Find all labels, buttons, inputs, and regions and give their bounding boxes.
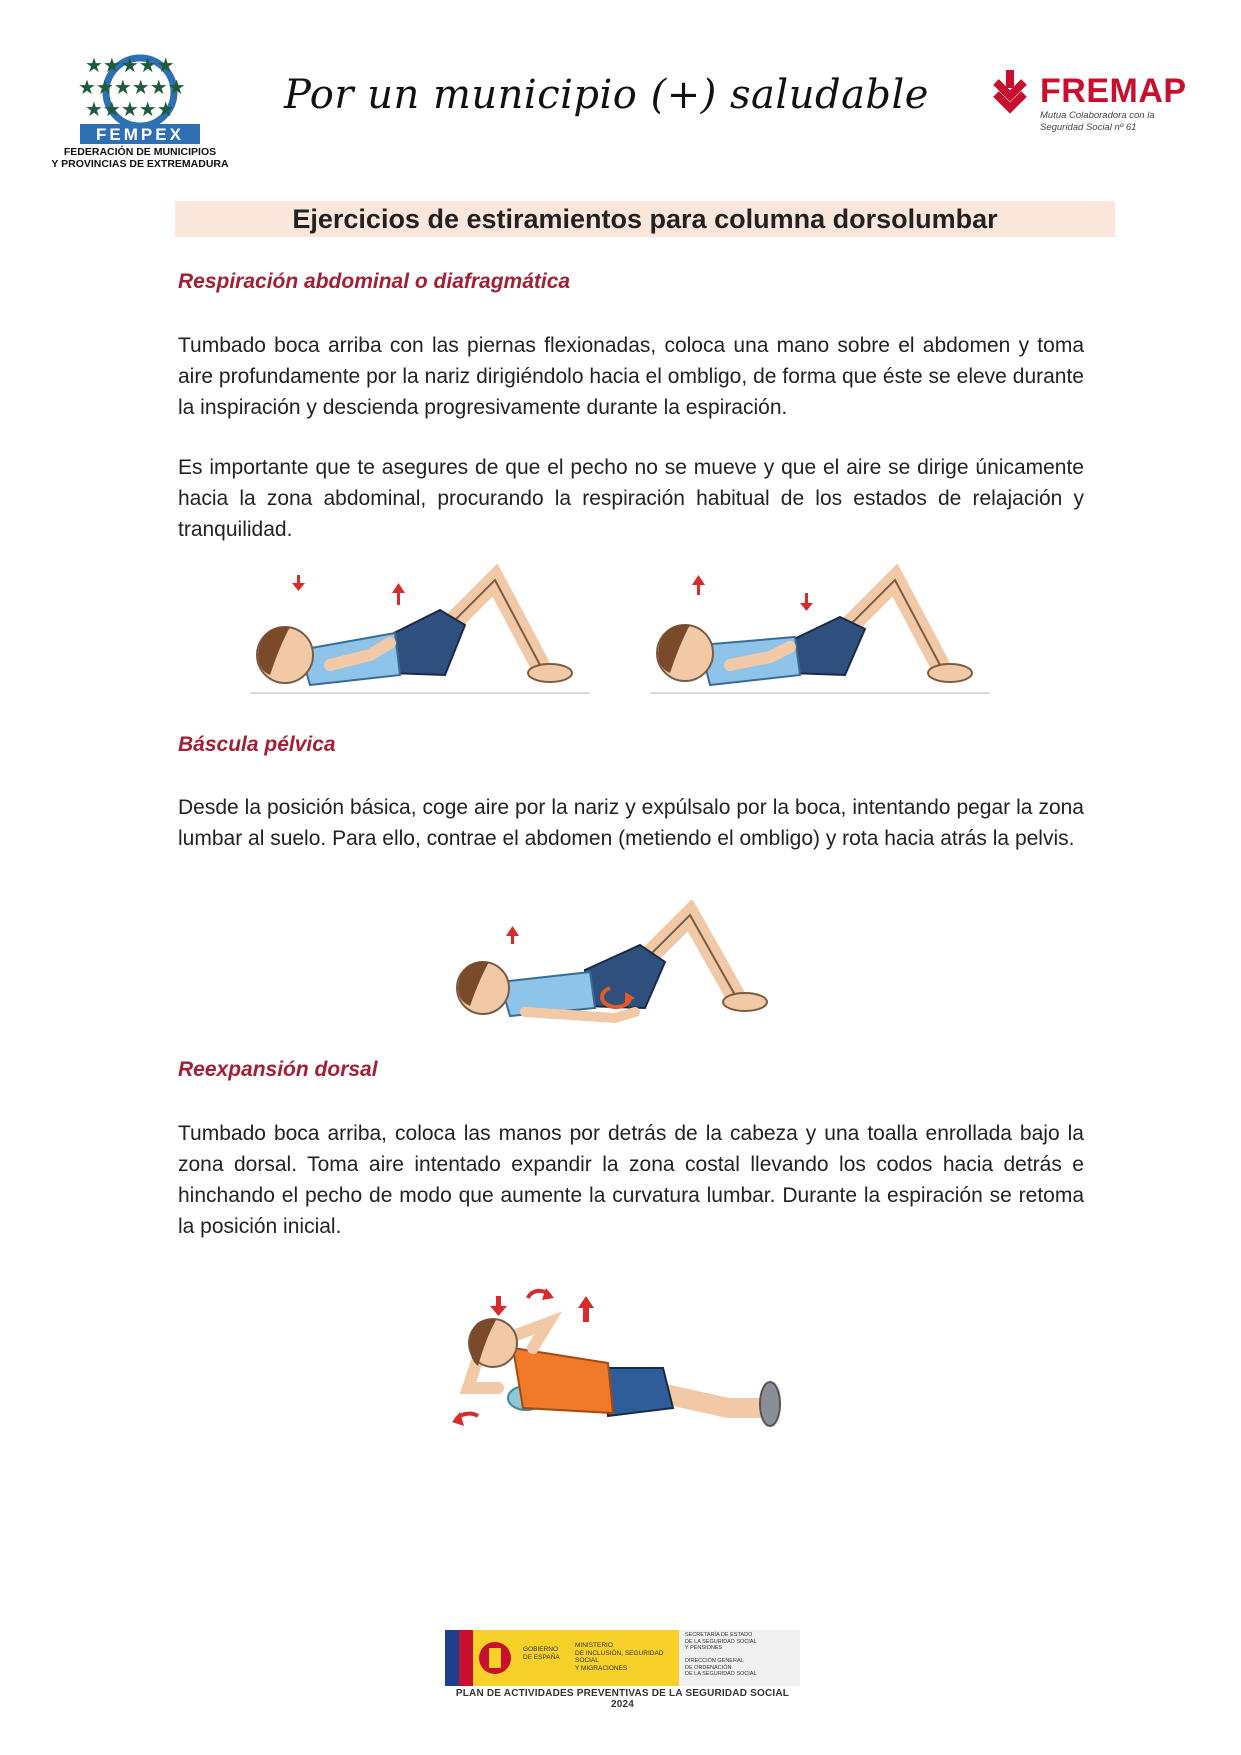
paragraph-bascula-1: Desde la posición básica, coge aire por la nariz y expúlsalo por la boca, intentando pegar la zona lumbar al suelo. Para ello, contrae el abdomen (metiendo el ombligo) y rota hacia atrás la pelvis. — [178, 796, 1084, 850]
ministerio-line2: DE INCLUSIÓN, SEGURIDAD SOCIAL — [575, 1649, 664, 1664]
svg-text:FEMPEX: FEMPEX — [96, 125, 184, 144]
fremap-logo-icon — [990, 68, 1036, 114]
fremap-subtitle-line1: Mutua Colaboradora con la — [1040, 110, 1155, 121]
secretaria-line2: DE LA SEGURIDAD SOCIAL — [685, 1638, 757, 1645]
stars-icon — [78, 53, 186, 121]
svg-text:★★★★★★: ★★★★★★ — [78, 75, 186, 99]
svg-text:★★★★★: ★★★★★ — [85, 97, 175, 121]
footer-caption: PLAN DE ACTIVIDADES PREVENTIVAS DE LA SEGURIDAD SOCIAL 2024 — [455, 1688, 790, 1710]
fempex-caption-line1: FEDERACIÓN DE MUNICIPIOS — [63, 146, 217, 158]
rotate-arrow-icon — [528, 1288, 554, 1300]
document-title: Ejercicios de estiramientos para columna dorsolumbar — [292, 204, 998, 234]
illustration-exhale — [640, 555, 1000, 705]
ministerio-text — [575, 1642, 675, 1672]
direccion-text — [685, 1658, 797, 1678]
fremap-name: FREMAP — [1040, 72, 1187, 110]
arrow-down-icon — [292, 575, 305, 591]
gobierno-text — [523, 1646, 573, 1661]
arrow-up-icon — [692, 575, 705, 595]
gobierno-line2: DE ESPAÑA — [523, 1653, 560, 1661]
direccion-line1: DIRECCIÓN GENERAL — [685, 1658, 744, 1664]
fempex-caption-line2: Y PROVINCIAS DE EXTREMADURA — [51, 158, 229, 170]
ministerio-line1: MINISTERIO — [575, 1642, 613, 1649]
svg-text:★★★★★: ★★★★★ — [85, 53, 175, 77]
gobierno-line1: GOBIERNO — [523, 1646, 559, 1653]
secretaria-text — [685, 1632, 797, 1652]
illustration-pelvic-tilt — [445, 900, 795, 1030]
direccion-line3: DE LA SEGURIDAD SOCIAL — [685, 1671, 757, 1677]
section-heading-reexpansion: Reexpansión dorsal — [178, 1058, 378, 1081]
paragraph-reexpansion-1: Tumbado boca arriba, coloca las manos por detrás de la cabeza y una toalla enrollada bajo la zona dorsal. Toma aire intentado expandir la zona costal llevando los codos hacia detrás e hinchando el pecho de modo que aumente la curvatura lumbar. Durante la espiración se retoma la posición inicial. — [178, 1122, 1084, 1238]
paragraph-respiracion-2: Es importante que te asegures de que el pecho no se mueve y que el aire se dirige únicamente hacia la zona abdominal, procurando la respiración habitual de los estados de relajación y tranquilidad. — [178, 456, 1084, 541]
section-heading-bascula: Báscula pélvica — [178, 733, 336, 756]
ministerio-line3: Y MIGRACIONES — [575, 1664, 628, 1672]
arrow-down-icon — [800, 593, 813, 611]
header-title: Por un municipio (+) saludable — [284, 72, 929, 118]
arrow-up-icon — [392, 583, 405, 605]
arrow-up-icon — [578, 1296, 594, 1322]
fremap-subtitle-line2: Seguridad Social nº 61 — [1040, 122, 1137, 133]
section-heading-respiracion: Respiración abdominal o diafragmática — [178, 270, 571, 293]
paragraph-respiracion-1: Tumbado boca arriba con las piernas flexionadas, coloca una mano sobre el abdomen y toma aire profundamente por la nariz dirigiéndolo hacia el ombligo, de forma que éste se eleve durante la inspiración y descienda progresivamente durante la espiración. — [178, 334, 1084, 419]
arrow-down-icon — [490, 1296, 507, 1316]
direccion-line2: DE ORDENACIÓN — [685, 1664, 732, 1671]
illustration-inhale — [240, 555, 600, 705]
rotate-arrow-icon — [452, 1412, 478, 1426]
illustration-dorsal-reexpansion — [438, 1268, 818, 1453]
fempex-caption — [40, 146, 240, 170]
fremap-subtitle — [1040, 110, 1190, 134]
arrow-up-icon — [506, 926, 519, 944]
secretaria-line3: Y PENSIONES — [685, 1645, 723, 1651]
secretaria-line1: SECRETARÍA DE ESTADO — [685, 1632, 753, 1638]
